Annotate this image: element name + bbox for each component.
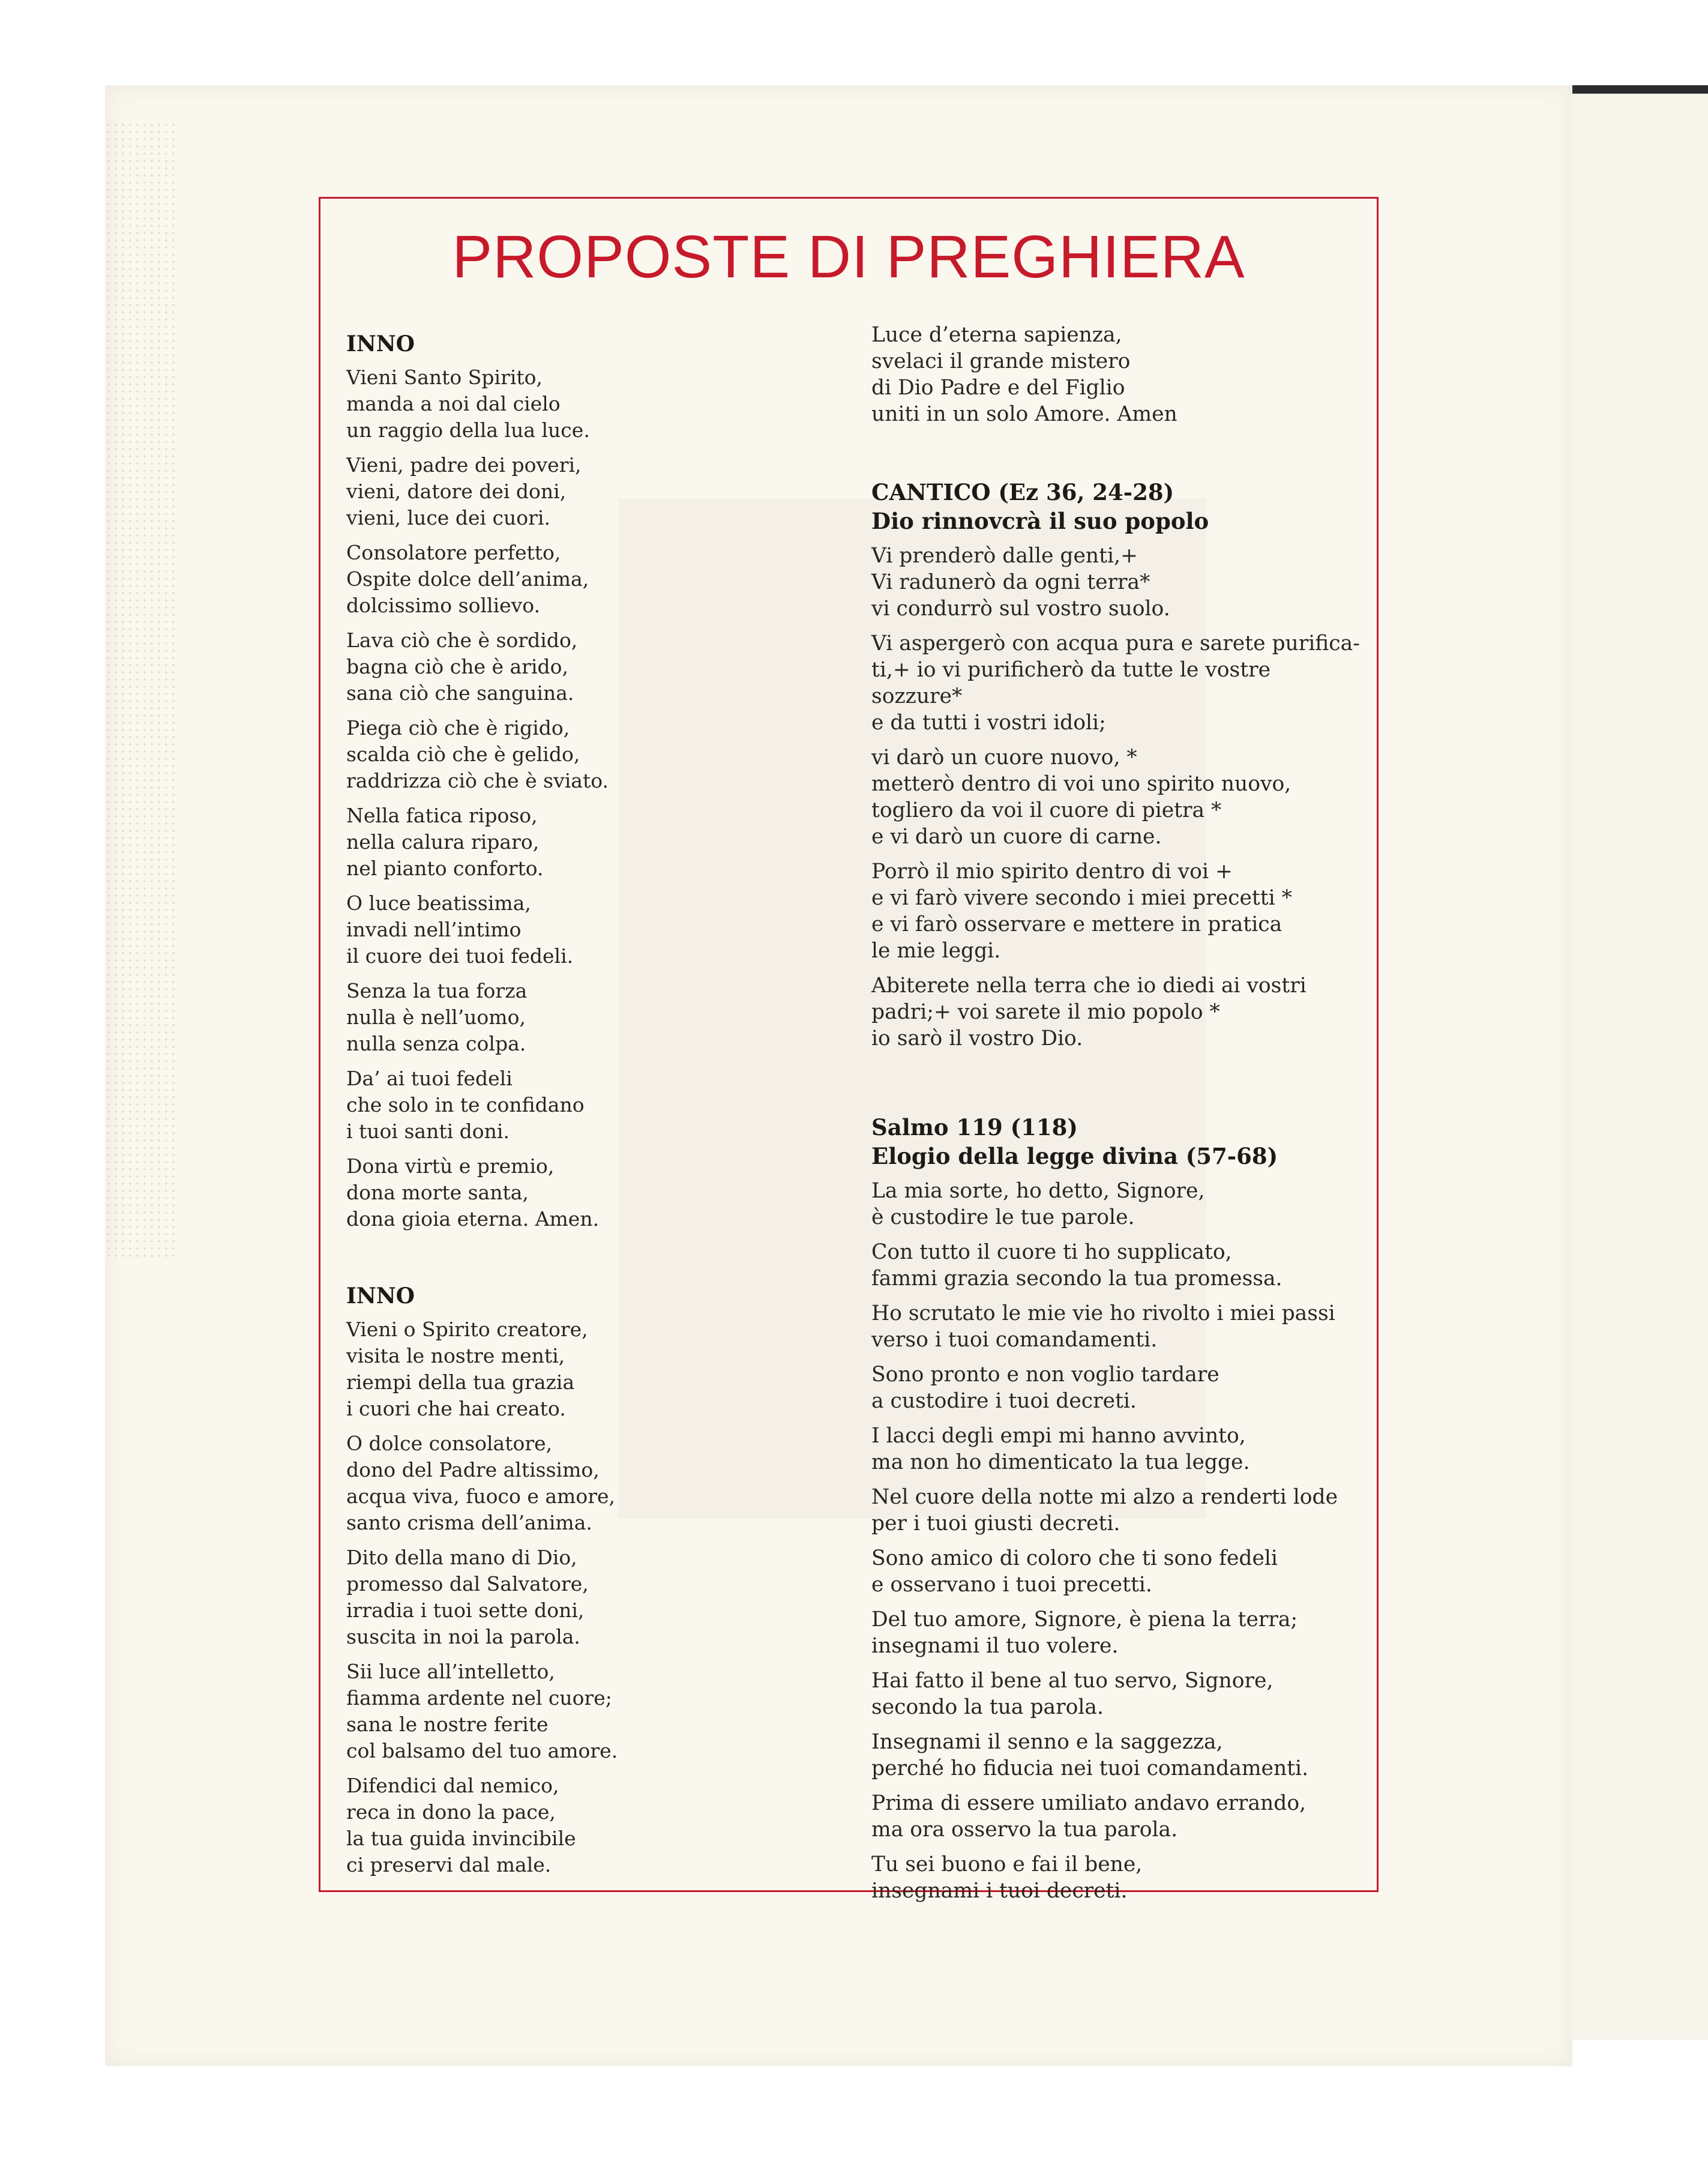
stanza: Abiterete nella terra che io diedi ai vostri padri;+ voi sarete il mio popolo * io sarò il vostro Dio. [871,974,1307,1050]
paper-texture [105,121,177,1262]
stanza: Dito della mano di Dio, promesso dal Salvatore, irradia i tuoi sette doni, suscita in noi la parola. [346,1546,589,1648]
spacer [871,436,1364,478]
right-column [871,322,1364,1912]
section-heading: INNO [346,331,415,357]
spacer [871,1060,1364,1113]
stanza: Sii luce all’intelletto, fiamma ardente nel cuore; sana le nostre ferite col balsamo del tuo amore. [346,1660,618,1762]
stanza: Difendici dal nemico, reca in dono la pace, la tua guida invincibile ci preservi dal male. [346,1774,576,1876]
stanza: I lacci degli empi mi hanno avvinto, ma non ho dimenticato la tua legge. [871,1424,1250,1474]
stanza: Vieni o Spirito creatore, visita le nostre menti, riempi della tua grazia i cuori che hai creato. [346,1318,588,1420]
stanza: Insegnami il senno e la saggezza, perché ho fiducia nei tuoi comandamenti. [871,1730,1309,1780]
stanza: Porrò il mio spirito dentro di voi + e vi farò vivere secondo i miei precetti * e vi farò osservare e mettere in pratica le mie leggi. [871,860,1292,963]
spacer [346,1241,802,1283]
adjacent-page [1560,89,1708,2040]
stanza: Nella fatica riposo, nella calura riparo, nel pianto conforto. [346,804,544,880]
salmo-heading: Salmo 119 (118) Elogio della legge divina (57-68) [871,1114,1278,1169]
stanza: La mia sorte, ho detto, Signore, è custodire le tue parole. [871,1179,1205,1229]
stanza: Lava ciò che è sordido, bagna ciò che è arido, sana ciò che sanguina. [346,628,578,705]
stanza: Senza la tua forza nulla è nell’uomo, nulla senza colpa. [346,979,528,1055]
stanza: Nel cuore della notte mi alzo a renderti lode per i tuoi giusti decreti. [871,1485,1338,1536]
prayer-frame [319,197,1379,1903]
stanza: O dolce consolatore, dono del Padre altissimo, acqua viva, fuoco e amore, santo crisma dell’anima. [346,1432,616,1534]
stanza: Hai fatto il bene al tuo servo, Signore, secondo la tua parola. [871,1669,1273,1719]
stanza: Tu sei buono e fai il bene, insegnami i tuoi decreti. [871,1852,1143,1903]
cantico-heading: CANTICO (Ez 36, 24-28) Dio rinnovcrà il suo popolo [871,479,1209,534]
stanza: Vi prenderò dalle genti,+ Vi radunerò da ogni terra* vi condurrò sul vostro suolo. [871,544,1170,621]
stanza: Vieni, padre dei poveri, vieni, datore dei doni, vieni, luce dei cuori. [346,453,582,529]
stanza: Consolatore perfetto, Ospite dolce dell’anima, dolcissimo sollievo. [346,541,589,617]
stanza: Con tutto il cuore ti ho supplicato, fammi grazia secondo la tua promessa. [871,1240,1283,1291]
stanza: Da’ ai tuoi fedeli che solo in te confidano i tuoi santi doni. [346,1067,585,1143]
stanza: Sono pronto e non voglio tardare a custodire i tuoi decreti. [871,1363,1219,1413]
stanza: O luce beatissima, invadi nell’intimo il cuore dei tuoi fedeli. [346,891,574,968]
stanza: Piega ciò che è rigido, scalda ciò che è gelido, raddrizza ciò che è sviato. [346,716,609,792]
stanza: Ho scrutato le mie vie ho rivolto i miei passi verso i tuoi comandamenti. [871,1301,1335,1352]
book-cover-edge [1571,85,1708,94]
stanza: Prima di essere umiliato andavo errando, ma ora osservo la tua parola. [871,1791,1307,1842]
stanza: Sono amico di coloro che ti sono fedeli e osservano i tuoi precetti. [871,1546,1278,1597]
left-column [346,331,802,1887]
section-heading: INNO [346,1283,415,1309]
stanza: vi darò un cuore nuovo, * metterò dentro di voi uno spirito nuovo, togliero da voi il cuore di pietra * e vi darò un cuore di carne. [871,746,1292,849]
stanza: Dona virtù e premio, dona morte santa, dona gioia eterna. Amen. [346,1154,600,1231]
stanza: Vi aspergerò con acqua pura e sarete purifica- ti,+ io vi purificherò da tutte le vostre sozzure* e da tutti i vostri idoli; [871,631,1360,735]
stanza: Del tuo amore, Signore, è piena la terra; insegnami il tuo volere. [871,1608,1298,1658]
stanza: Vieni Santo Spirito, manda a noi dal cielo un raggio della lua luce. [346,366,590,442]
page-title: PROPOSTE DI PREGHIERA [452,223,1245,291]
intro-stanza: Luce d’eterna sapienza, svelaci il grande mistero di Dio Padre e del Figlio uniti in un solo Amore. Amen [871,323,1177,426]
